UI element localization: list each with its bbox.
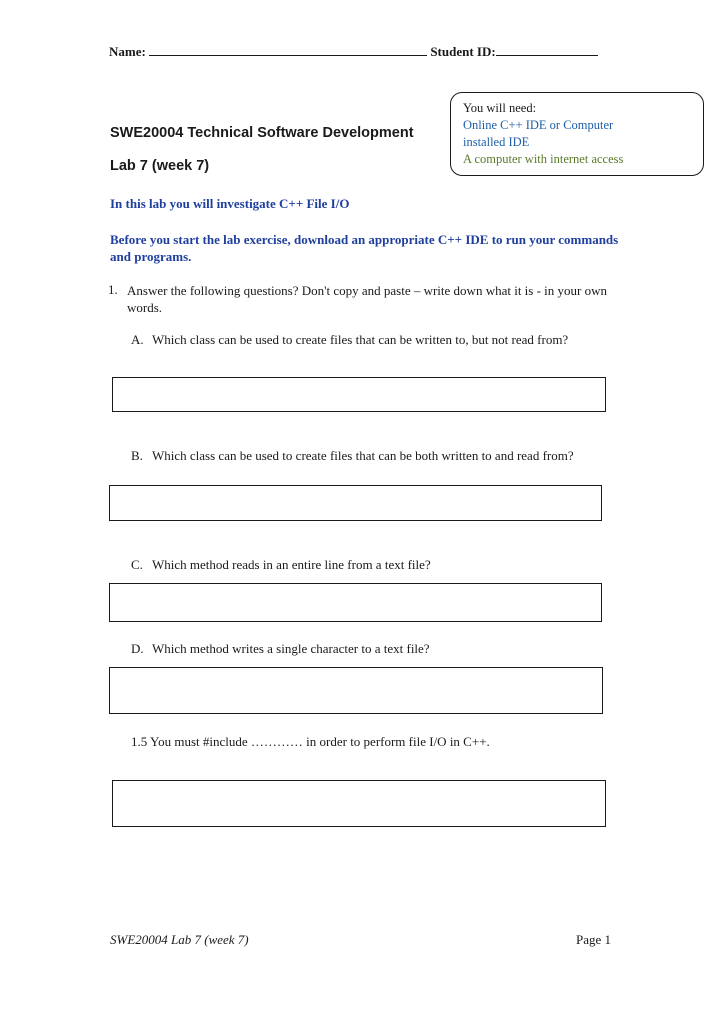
name-field[interactable] [149,44,427,56]
answer-box-a[interactable] [112,377,606,412]
lab-title: Lab 7 (week 7) [110,158,210,174]
answer-box-d[interactable] [109,667,603,714]
subquestion-text: Which class can be used to create files that can be both written to and read from? [152,448,574,463]
page-number: Page 1 [576,932,612,947]
student-id-label: Student ID: [430,44,496,59]
subquestion-text: Which method reads in an entire line from a text file? [152,557,431,572]
item-1-5-text: 1.5 You must #include ………… in order to perform file I/O in C++. [131,734,490,749]
student-id-field[interactable] [496,44,598,56]
subquestion-letter: B. [131,448,143,463]
subquestion-text: Which method writes a single character to a text file? [152,641,430,656]
subquestion-letter: C. [131,557,143,572]
requirement-item: A computer with internet access [463,152,624,166]
before-start-text: Before you start the lab exercise, download an appropriate C++ IDE to run your commands and programs. [110,232,619,264]
subquestion-c [131,556,601,574]
subquestion-b [131,447,601,483]
subquestion-letter: A. [131,332,144,347]
requirement-item: Online C++ IDE or Computer [463,118,614,132]
name-student-id-line [109,44,598,60]
question-number: 1. [108,282,118,297]
answer-box-b[interactable] [109,485,602,521]
subquestion-letter: D. [131,641,144,656]
requirement-item: installed IDE [463,135,530,149]
question-text: Answer the following questions? Don't copy and paste – write down what it is - in your own words. [127,283,608,315]
requirements-box [450,92,704,176]
answer-box-1-5[interactable] [112,780,606,827]
subquestion-d [131,640,601,658]
subquestion-text: Which class can be used to create files that can be written to, but not read from? [152,332,569,347]
subquestion-a [131,331,601,367]
name-label: Name: [109,44,146,59]
requirements-title: You will need: [463,101,537,115]
answer-box-c[interactable] [109,583,602,622]
course-title: SWE20004 Technical Software Development [110,125,414,141]
intro-text: In this lab you will investigate C++ File I/O [110,196,350,211]
footer-course-label: SWE20004 Lab 7 (week 7) [110,932,249,947]
